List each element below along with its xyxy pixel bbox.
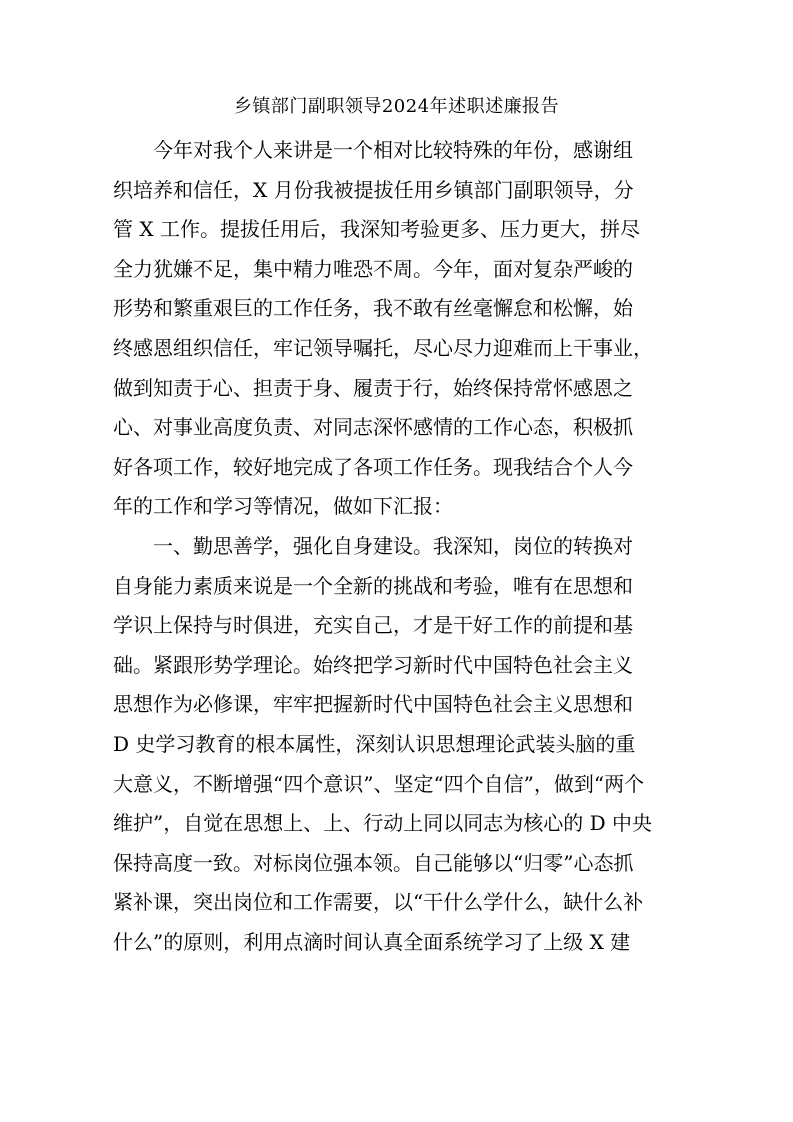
paragraph-line: 紧补课，突出岗位和工作需要，以“干什么学什么，缺什么补 bbox=[113, 890, 644, 915]
paragraph-line: 做到知责于心、担责于身、履责于行，始终保持常怀感恩之 bbox=[113, 375, 633, 400]
paragraph-line: 形势和繁重艰巨的工作任务，我不敢有丝毫懈怠和松懈，始 bbox=[113, 296, 633, 321]
paragraph-line: 管 X 工作。提拔任用后，我深知考验更多、压力更大，拼尽 bbox=[113, 217, 640, 242]
paragraph-line: 一、勤思善学，强化自身建设。我深知，岗位的转换对 bbox=[153, 533, 633, 558]
paragraph-line: 全力犹嫌不足，集中精力唯恐不周。今年，面对复杂严峻的 bbox=[113, 256, 633, 281]
paragraph-line: D 史学习教育的根本属性，深刻认识思想理论武装头脑的重 bbox=[113, 731, 636, 756]
paragraph-line: 思想作为必修课，牢牢把握新时代中国特色社会主义思想和 bbox=[113, 692, 633, 717]
paragraph-line: 心、对事业高度负责、对同志深怀感情的工作心态，积极抓 bbox=[113, 415, 633, 440]
paragraph-line: 础。紧跟形势学理论。始终把学习新时代中国特色社会主义 bbox=[113, 652, 633, 677]
paragraph-line: 保持高度一致。对标岗位强本领。自己能够以“归零”心态抓 bbox=[113, 850, 634, 875]
document-body bbox=[113, 131, 681, 962]
paragraph-line: 终感恩组织信任，牢记领导嘱托，尽心尽力迎难而上干事业， bbox=[113, 335, 653, 360]
paragraph-line: 大意义，不断增强“四个意识”、坚定“四个自信”，做到“两个 bbox=[113, 771, 645, 796]
paragraph-line: 织培养和信任，X 月份我被提拔任用乡镇部门副职领导，分 bbox=[113, 177, 634, 202]
paragraph-line: 今年对我个人来讲是一个相对比较特殊的年份，感谢组 bbox=[153, 138, 633, 162]
paragraph-line: 自身能力素质来说是一个全新的挑战和考验，唯有在思想和 bbox=[113, 573, 633, 598]
paragraph-line: 什么”的原则，利用点滴时间认真全面系统学习了上级 X 建 bbox=[113, 929, 631, 954]
paragraph-line: 学识上保持与时俱进，充实自己，才是干好工作的前提和基 bbox=[113, 613, 633, 638]
document-title: 乡镇部门副职领导2024年述职述廉报告 bbox=[233, 96, 560, 117]
paragraph-line: 好各项工作，较好地完成了各项工作任务。现我结合个人今 bbox=[113, 454, 633, 479]
paragraph-line: 维护”，自觉在思想上、上、行动上同以同志为核心的 D 中央 bbox=[113, 811, 652, 836]
paragraph-line: 年的工作和学习等情况，做如下汇报： bbox=[113, 494, 453, 519]
